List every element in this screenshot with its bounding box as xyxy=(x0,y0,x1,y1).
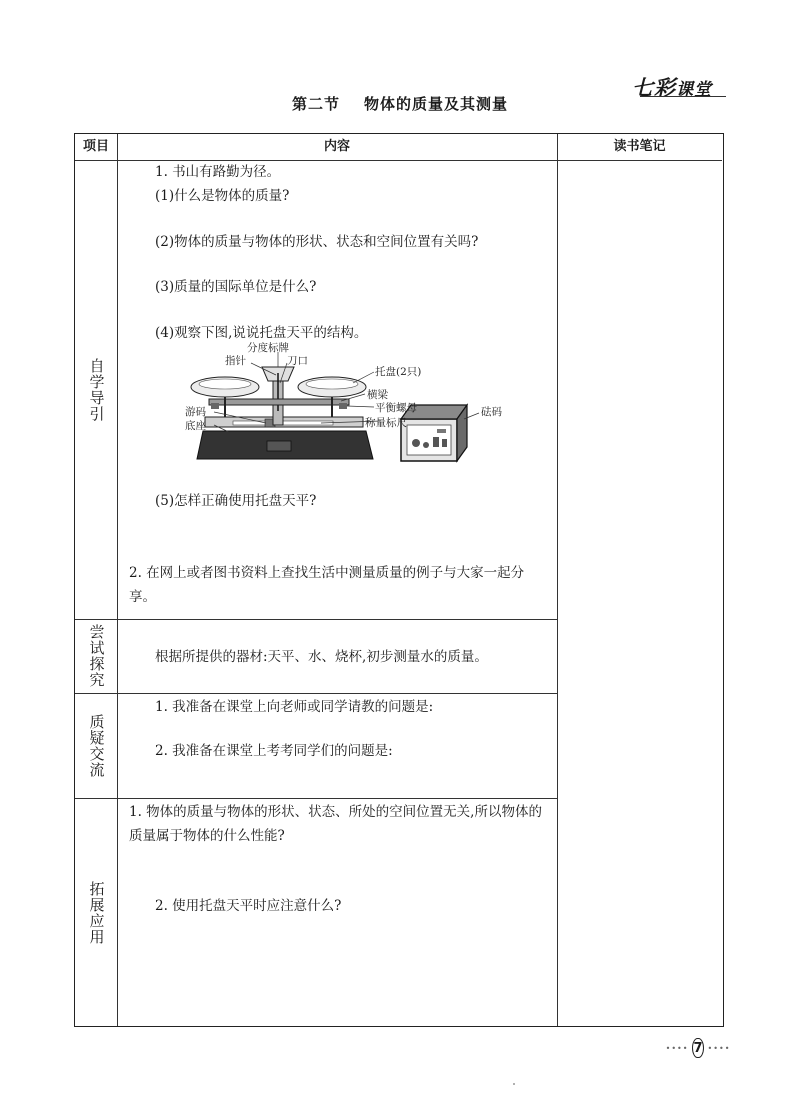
label-pointer: 指针 xyxy=(225,355,246,367)
label-weights: 砝码 xyxy=(481,406,502,418)
header-divider xyxy=(75,160,722,161)
header-item: 项目 xyxy=(82,139,109,154)
balance-diagram xyxy=(161,341,511,467)
label-beam-scale: 称量标尺 xyxy=(365,417,407,429)
page-number xyxy=(665,1036,731,1060)
col-divider-1 xyxy=(117,134,118,1026)
label-beam: 横梁 xyxy=(367,389,388,401)
extension-q2: 2. 使用托盘天平时应注意什么? xyxy=(155,898,342,914)
row-divider-1 xyxy=(75,619,557,620)
self-study-q1-1: (1)什么是物体的质量? xyxy=(155,188,290,204)
page-number-dots-left: •••• xyxy=(665,1043,689,1053)
category-trial: 尝试探究 xyxy=(87,624,106,688)
trial-text: 根据所提供的器材:天平、水、烧杯,初步测量水的质量。 xyxy=(155,649,488,665)
label-balance-nut: 平衡螺母 xyxy=(375,402,417,414)
brand-part1: 七彩 xyxy=(632,76,676,100)
study-table xyxy=(74,133,724,1027)
section-number: 第二节 xyxy=(291,95,340,113)
self-study-q1-3: (3)质量的国际单位是什么? xyxy=(155,279,317,295)
category-extension: 拓展应用 xyxy=(87,881,106,945)
brand-part2: 课堂 xyxy=(676,80,712,100)
self-study-q1-4: (4)观察下图,说说托盘天平的结构。 xyxy=(155,325,368,341)
label-scale-plate: 分度标牌 xyxy=(247,342,289,354)
discussion-q2: 2. 我准备在课堂上考考同学们的问题是: xyxy=(155,743,393,759)
label-knife-edge: 刀口 xyxy=(287,355,308,367)
category-discussion: 质疑交流 xyxy=(87,713,106,778)
extension-q1: 1. 物体的质量与物体的形状、状态、所处的空间位置无关,所以物体的质量属于物体的什么性能? xyxy=(129,804,542,844)
label-base: 底座 xyxy=(185,420,206,432)
row-divider-3 xyxy=(75,798,557,799)
page-number-dots-right: •••• xyxy=(707,1043,731,1053)
row-divider-2 xyxy=(75,693,557,694)
scan-speck xyxy=(513,1083,515,1085)
col-divider-2 xyxy=(557,134,558,1026)
label-rider: 游码 xyxy=(185,406,206,418)
self-study-q2: 2. 在网上或者图书资料上查找生活中测量质量的例子与大家一起分享。 xyxy=(129,565,525,605)
page-number-value: 7 xyxy=(692,1038,703,1058)
header-notes: 读书笔记 xyxy=(613,139,666,154)
section-name: 物体的质量及其测量 xyxy=(364,95,509,113)
discussion-q1: 1. 我准备在课堂上向老师或同学请教的问题是: xyxy=(155,699,434,715)
section-title xyxy=(0,93,800,114)
category-self-study: 自学导引 xyxy=(87,357,106,422)
label-pans: 托盘(2只) xyxy=(375,366,422,378)
self-study-q1-intro: 1. 书山有路勤为径。 xyxy=(155,164,281,180)
self-study-q1-5: (5)怎样正确使用托盘天平? xyxy=(155,493,317,509)
header-content: 内容 xyxy=(323,139,350,154)
self-study-q1-2: (2)物体的质量与物体的形状、状态和空间位置有关吗? xyxy=(155,234,479,250)
